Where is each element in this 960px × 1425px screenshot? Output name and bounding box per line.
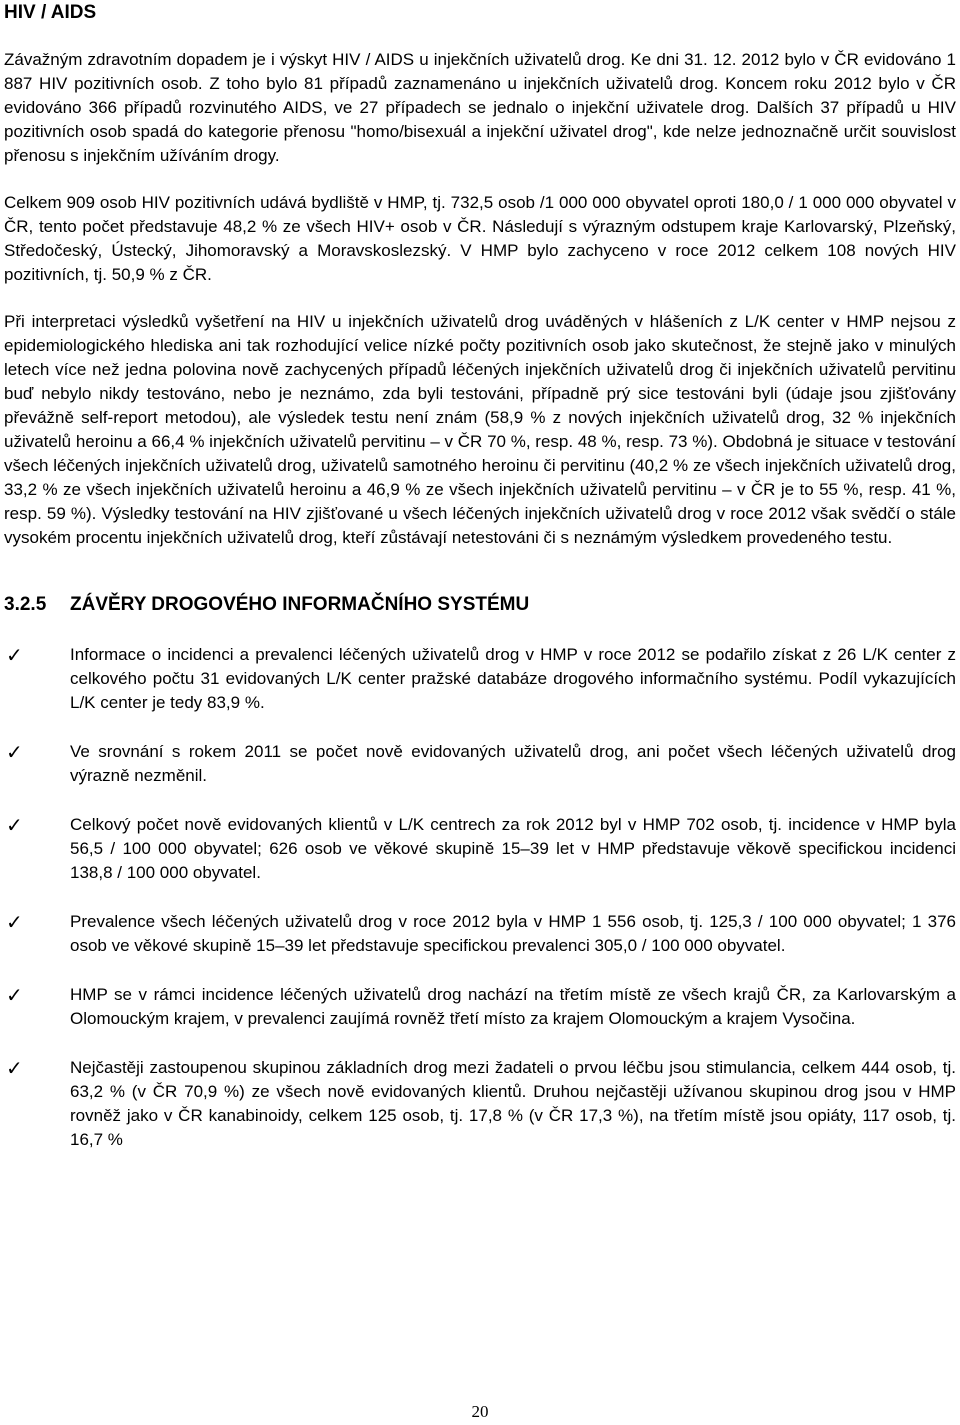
list-item-text: Prevalence všech léčených uživatelů drog v roce 2012 byla v HMP 1 556 osob, tj. 125,3 / 100 000 obyvatel; 1 376 osob ve věkové skupině 15–39 let představuje specifickou prevalenci 305,0 / 100 000 obyvatel. xyxy=(70,912,956,955)
checkmark-icon: ✓ xyxy=(6,910,23,934)
list-item-text: HMP se v rámci incidence léčených uživatelů drog nachází na třetím místě ze všech krajů ČR, za Karlovarským a Olomouckým krajem, v prevalenci zaujímá rovněž třetí místo za krajem Olomouckým a krajem Vysočina. xyxy=(70,985,956,1028)
paragraph-hiv-overview: Závažným zdravotním dopadem je i výskyt HIV / AIDS u injekčních uživatelů drog. Ke dni 31. 12. 2012 bylo v ČR evidováno 1 887 HIV pozitivních osob. Z toho bylo 81 případů zaznamenáno u injekčních uživatelů drog. Koncem roku 2012 bylo v ČR evidováno 366 případů rozvinutého AIDS, ve 27 případech se jednalo o injekční uživatele drog. Dalších 37 případů u HIV pozitivních osob spadá do kategorie přenosu "homo/bisexuál a injekční uživatel drog", kde nelze jednoznačně určit souvislost přenosu s injekčním užíváním drogy. xyxy=(4,50,956,165)
checkmark-icon: ✓ xyxy=(6,643,23,667)
list-item-text: Nejčastěji zastoupenou skupinou základních drog mezi žadateli o prvou léčbu jsou stimulancia, celkem 444 osob, tj. 63,2 % (v ČR 70,9 %) ze všech nově evidovaných klientů. Druhou nejčastěji užívanou skupinou drog jsou v HMP rovněž jako v ČR kanabinoidy, celkem 125 osob, tj. 17,8 % (v ČR 17,3 %), na třetím místě jsou opiáty, 117 osob, tj. 16,7 % xyxy=(70,1058,956,1149)
conclusions-list xyxy=(4,643,956,1152)
paragraph-hiv-prague: Celkem 909 osob HIV pozitivních udává bydliště v HMP, tj. 732,5 osob /1 000 000 obyvatel oproti 180,0 / 1 000 000 obyvatel v ČR, tento počet představuje 48,2 % ze všech HIV+ osob v ČR. Následují s výrazným odstupem kraje Karlovarský, Plzeňský, Středočeský, Ústecký, Jihomoravský a Moravskoslezský. V HMP bylo zachyceno v roce 2012 celkem 108 nových HIV pozitivních, tj. 50,9 % z ČR. xyxy=(4,193,956,284)
section-title: HIV / AIDS xyxy=(4,2,97,23)
checkmark-icon: ✓ xyxy=(6,1056,23,1080)
list-item-text: Ve srovnání s rokem 2011 se počet nově evidovaných uživatelů drog, ani počet všech léčených uživatelů drog výrazně nezměnil. xyxy=(70,742,956,785)
page-number: 20 xyxy=(471,1402,489,1421)
chapter-heading xyxy=(4,593,956,617)
list-item xyxy=(4,643,956,715)
list-item xyxy=(4,910,956,958)
list-item xyxy=(4,983,956,1031)
list-item-text: Celkový počet nově evidovaných klientů v L/K centrech za rok 2012 byl v HMP 702 osob, tj. incidence v HMP byla 56,5 / 100 000 obyvatel; 626 osob ve věkové skupině 15–39 let v HMP představuje věkově specifickou incidenci 138,8 / 100 000 obyvatel. xyxy=(70,815,956,882)
list-item xyxy=(4,740,956,788)
list-item xyxy=(4,1056,956,1152)
list-item-text: Informace o incidenci a prevalenci léčených uživatelů drog v HMP v roce 2012 se podařilo získat z 26 L/K center z celkového počtu 31 evidovaných L/K center pražské databáze drogového informačního systému. Podíl vykazujících L/K center je tedy 83,9 %. xyxy=(70,645,956,712)
paragraph-hiv-testing: Při interpretaci výsledků vyšetření na HIV u injekčních uživatelů drog uváděných v hlášeních z L/K center v HMP nejsou z epidemiologického hlediska ani tak rozhodující velice nízké počty pozitivních osob jako skutečnost, že stejně jako v minulých letech více než jedna polovina nově zachycených případů léčených injekčních uživatelů drog či injekčních uživatelů pervitinu buď nebylo nikdy testováno, nebo je neznámo, zda byli testováni, případně prý sice testováni byli (údaje jsou zjišťovány převážně self-report metodou), ale výsledek testu není znám (58,9 % z nových injekčních uživatelů drog, 32 % injekčních uživatelů heroinu a 66,4 % injekčních uživatelů pervitinu – v ČR 70 %, resp. 48 %, resp. 73 %). Obdobná je situace v testování všech léčených injekčních uživatelů drog, uživatelů samotného heroinu či pervitinu (40,2 % ze všech injekčních uživatelů drog, 33,2 % ze všech injekčních uživatelů heroinu a 46,9 % ze všech injekčních uživatelů pervitinu – v ČR je to 55 %, resp. 41 %, resp. 59 %). Výsledky testování na HIV zjišťované u všech léčených injekčních uživatelů drog v roce 2012 však svědčí o stále vysokém procentu injekčních uživatelů drog, kteří zůstávají netestováni či s neznámým výsledkem provedeného testu. xyxy=(4,312,956,547)
checkmark-icon: ✓ xyxy=(6,740,23,764)
checkmark-icon: ✓ xyxy=(6,983,23,1007)
chapter-number: 3.2.5 xyxy=(4,594,47,615)
chapter-title: ZÁVĚRY DROGOVÉHO INFORMAČNÍHO SYSTÉMU xyxy=(70,594,530,615)
list-item xyxy=(4,813,956,885)
checkmark-icon: ✓ xyxy=(6,813,23,837)
